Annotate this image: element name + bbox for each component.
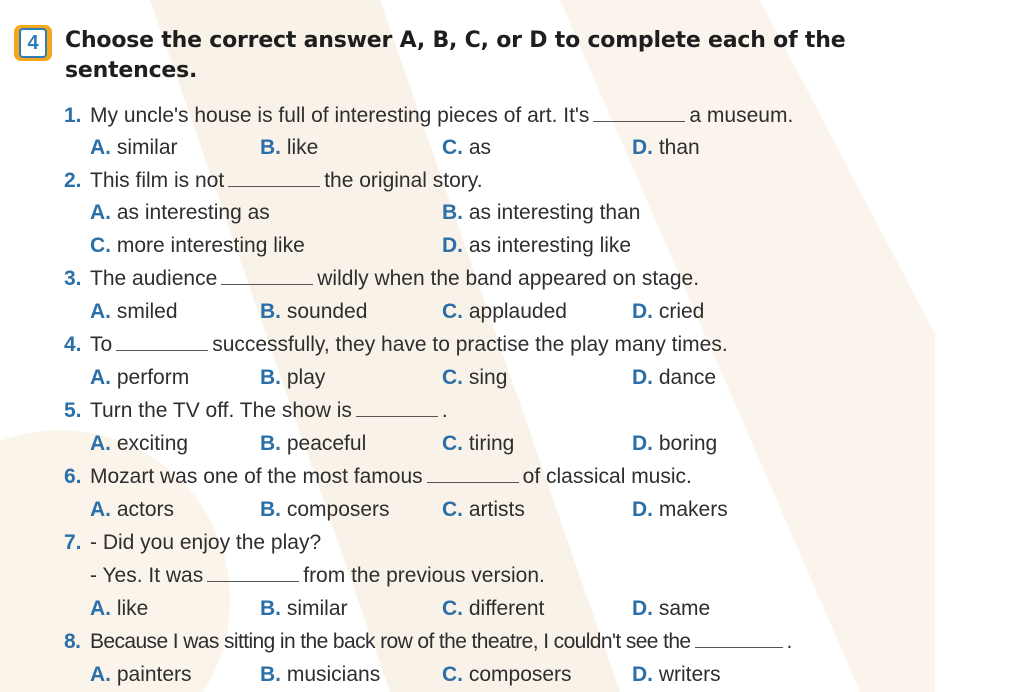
- answer-blank[interactable]: [356, 415, 438, 417]
- answer-blank[interactable]: [221, 283, 313, 285]
- question-number: 3.: [64, 267, 82, 290]
- question-stem: Turn the TV off. The show is .: [90, 399, 448, 422]
- question-stem: Mozart was one of the most famous of classical music.: [90, 465, 692, 488]
- question-2: [0, 166, 1024, 196]
- option-b[interactable]: B. composers: [260, 498, 390, 521]
- question-number: 1.: [64, 104, 82, 127]
- option-c[interactable]: C. composers: [442, 663, 572, 686]
- option-a[interactable]: A. painters: [90, 663, 192, 686]
- option-d[interactable]: D. than: [632, 136, 700, 159]
- option-d[interactable]: D. as interesting like: [442, 234, 632, 257]
- exercise-number-badge: [14, 25, 52, 61]
- option-d[interactable]: D. cried: [632, 300, 705, 323]
- question-stem: To successfully, they have to practise the play many times.: [90, 333, 728, 356]
- options-7: [0, 594, 1024, 624]
- options-5: [0, 429, 1024, 459]
- question-number: 4.: [64, 333, 82, 356]
- answer-blank[interactable]: [427, 481, 519, 483]
- question-number: 6.: [64, 465, 82, 488]
- option-a[interactable]: A. perform: [90, 366, 190, 389]
- option-c[interactable]: C. sing: [442, 366, 508, 389]
- question-stem: The audience wildly when the band appeared on stage.: [90, 267, 700, 290]
- question-3: [0, 264, 1024, 294]
- answer-blank[interactable]: [695, 646, 783, 648]
- question-4: [0, 330, 1024, 360]
- options-4: [0, 363, 1024, 393]
- option-c[interactable]: C. applauded: [442, 300, 567, 323]
- dialogue-line: - Did you enjoy the play?: [90, 531, 322, 554]
- answer-blank[interactable]: [116, 349, 208, 351]
- question-5: [0, 396, 1024, 426]
- option-c[interactable]: C. more interesting like: [90, 234, 305, 257]
- exercise-number: 4: [19, 28, 47, 58]
- options-2b: [0, 231, 1024, 261]
- question-number: 2.: [64, 169, 82, 192]
- question-stem: - Yes. It was from the previous version.: [90, 564, 545, 587]
- question-1: [0, 101, 1024, 131]
- option-c[interactable]: C. as: [442, 136, 492, 159]
- option-b[interactable]: B. like: [260, 136, 319, 159]
- question-stem: Because I was sitting in the back row of the theatre, I couldn't see the .: [90, 630, 792, 653]
- question-stem: This film is not the original story.: [90, 169, 483, 192]
- question-7-reply: [0, 561, 1024, 591]
- option-d[interactable]: D. makers: [632, 498, 728, 521]
- options-8: [0, 660, 1024, 690]
- option-b[interactable]: B. play: [260, 366, 326, 389]
- option-b[interactable]: B. musicians: [260, 663, 381, 686]
- question-number: 8.: [64, 630, 81, 653]
- options-3: [0, 297, 1024, 327]
- option-b[interactable]: B. as interesting than: [442, 201, 641, 224]
- option-a[interactable]: A. actors: [90, 498, 175, 521]
- option-d[interactable]: D. boring: [632, 432, 718, 455]
- option-a[interactable]: A. smiled: [90, 300, 178, 323]
- option-a[interactable]: A. like: [90, 597, 149, 620]
- option-d[interactable]: D. same: [632, 597, 711, 620]
- question-number: 5.: [64, 399, 82, 422]
- exercise-instruction: Choose the correct answer A, B, C, or D to complete each of the sentences.: [65, 28, 846, 83]
- option-a[interactable]: A. similar: [90, 136, 178, 159]
- answer-blank[interactable]: [207, 580, 299, 582]
- options-1: [0, 133, 1024, 163]
- question-8: [0, 627, 1024, 657]
- options-6: [0, 495, 1024, 525]
- option-a[interactable]: A. exciting: [90, 432, 189, 455]
- option-d[interactable]: D. writers: [632, 663, 721, 686]
- option-b[interactable]: B. similar: [260, 597, 348, 620]
- option-c[interactable]: C. tiring: [442, 432, 515, 455]
- answer-blank[interactable]: [593, 120, 685, 122]
- option-b[interactable]: B. sounded: [260, 300, 368, 323]
- option-c[interactable]: C. different: [442, 597, 545, 620]
- answer-blank[interactable]: [228, 185, 320, 187]
- option-d[interactable]: D. dance: [632, 366, 717, 389]
- question-6: [0, 462, 1024, 492]
- question-7: [0, 528, 1024, 558]
- option-a[interactable]: A. as interesting as: [90, 201, 270, 224]
- option-b[interactable]: B. peaceful: [260, 432, 367, 455]
- option-c[interactable]: C. artists: [442, 498, 525, 521]
- question-stem: My uncle's house is full of interesting pieces of art. It's a museum.: [90, 104, 794, 127]
- options-2a: [0, 198, 1024, 228]
- question-number: 7.: [64, 531, 82, 554]
